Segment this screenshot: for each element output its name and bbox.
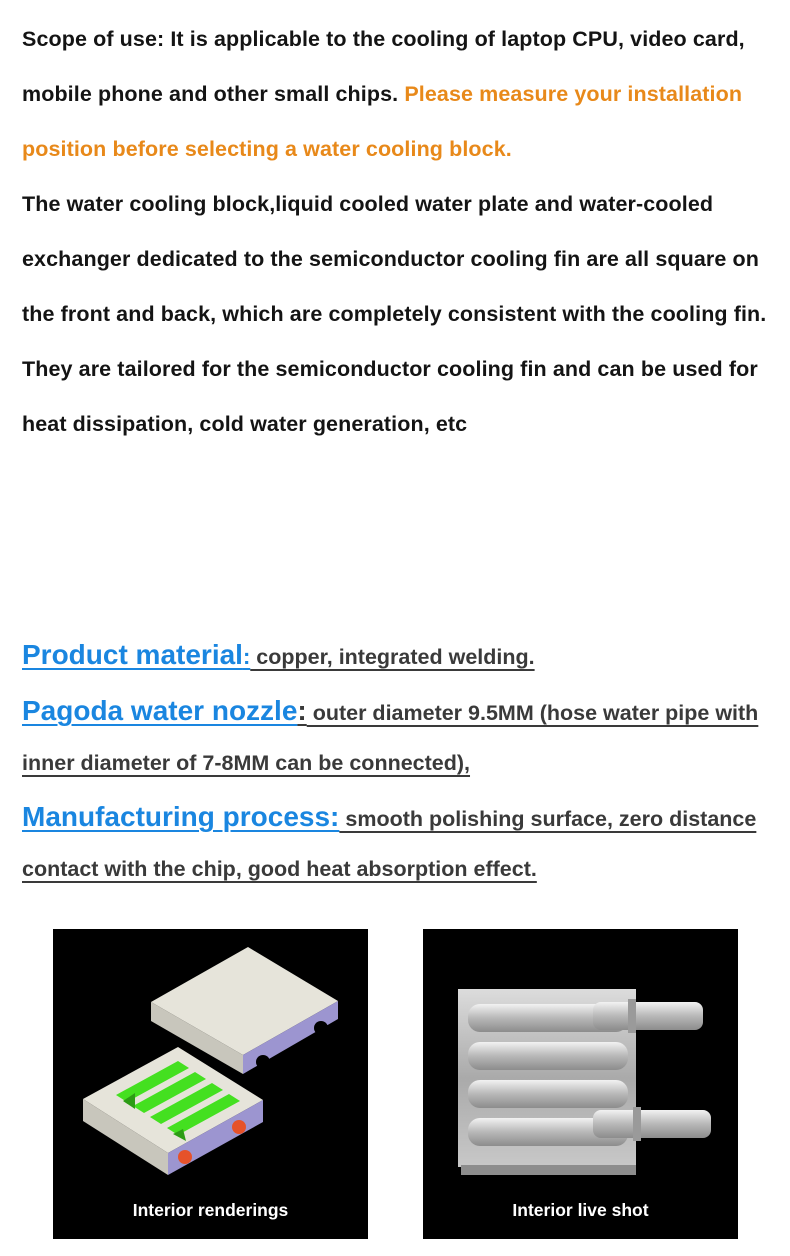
spec-process-value: smooth polishing surface, zero distance contact with the chip, good heat absorption effect. — [22, 807, 757, 881]
spec-nozzle — [22, 686, 782, 788]
interior-live-shot-image — [423, 929, 738, 1239]
left-image-caption: Interior renderings — [132, 1200, 289, 1220]
description-text: The water cooling block,liquid cooled water plate and water-cooled exchanger dedicated to the semiconductor cooling fin are all square on the front and back, which are completely consistent with the cooling fin. They are tailored for the semiconductor cooling fin and can be used for heat dissipation, cold water generation, etc — [22, 192, 767, 436]
spec-material-sep: : — [242, 644, 251, 669]
live-shot-illustration — [423, 929, 738, 1239]
interior-rendering-image — [53, 929, 368, 1239]
spec-list — [22, 630, 782, 894]
right-image-caption: Interior live shot — [512, 1200, 649, 1220]
spec-nozzle-value: outer diameter 9.5MM (hose water pipe with inner diameter of 7-8MM can be connected), — [22, 701, 759, 775]
spec-material-key: Product material — [22, 639, 243, 670]
spec-nozzle-sep: : — [297, 695, 307, 726]
measure-note-text: Please measure your installation position before selecting a water cooling block. — [22, 82, 743, 161]
spec-process — [22, 792, 782, 894]
scope-of-use-text: Scope of use: It is applicable to the cooling of laptop CPU, video card, mobile phone and other small chips. — [22, 27, 745, 106]
rendering-illustration — [53, 929, 368, 1239]
spec-material-value: copper, integrated welding. — [250, 645, 535, 669]
intro-text-block — [22, 12, 784, 452]
spec-material — [22, 630, 782, 682]
spec-process-key: Manufacturing process: — [22, 801, 340, 832]
spec-nozzle-key: Pagoda water nozzle — [22, 695, 298, 726]
